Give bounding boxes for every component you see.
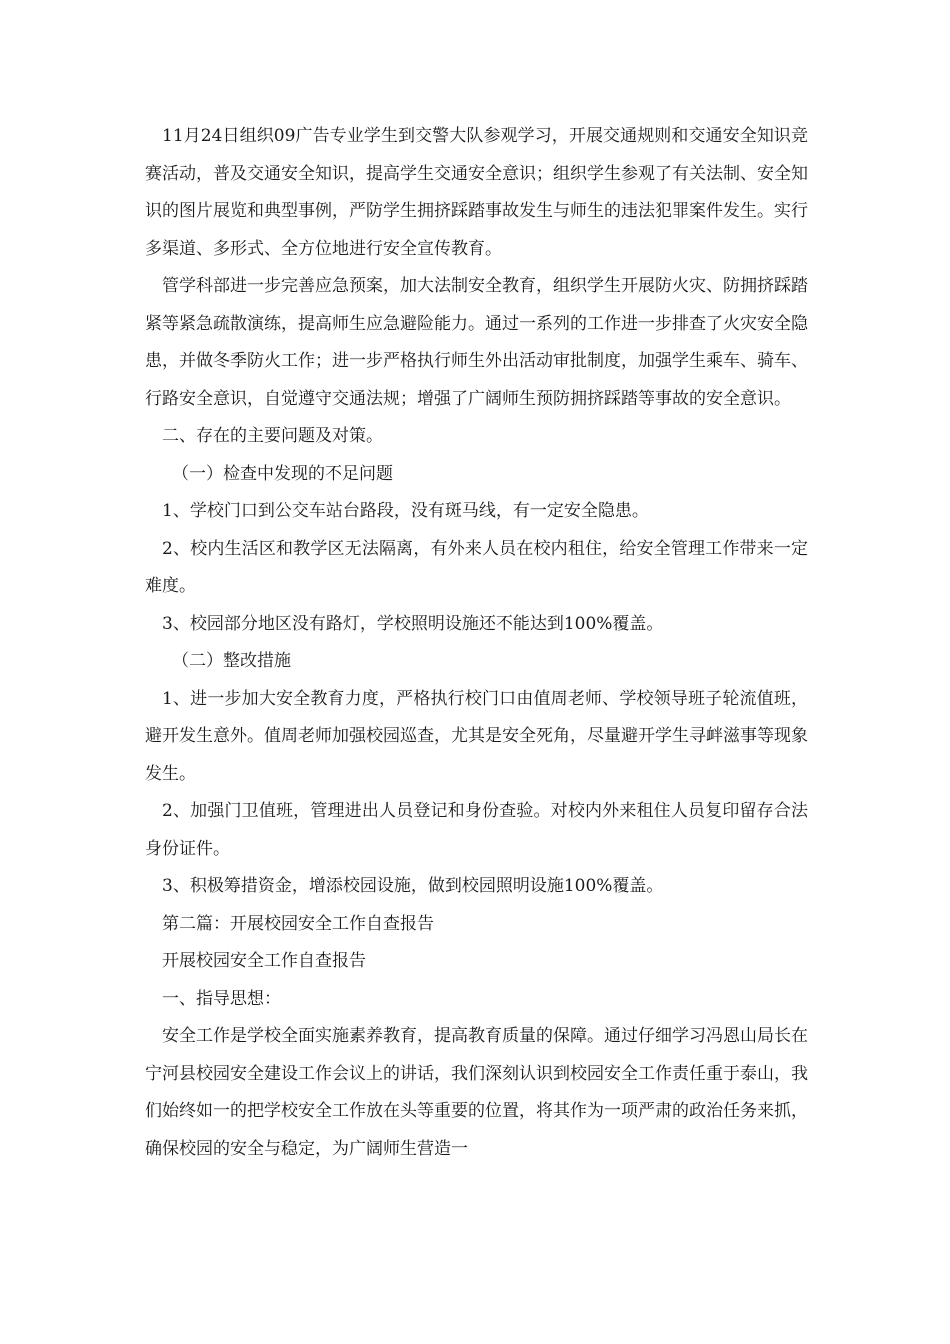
- problem-item-2: 2、校内生活区和教学区无法隔离，有外来人员在校内租住，给安全管理工作带来一定难度。: [145, 538, 808, 596]
- problem-item-1: 1、学校门口到公交车站台路段，没有斑马线，有一定安全隐患。: [162, 501, 649, 521]
- subheading-shortcomings: （一）检查中发现的不足问题: [172, 463, 393, 484]
- problem-item-3: 3、校园部分地区没有路灯，学校照明设施还不能达到100%覆盖。: [162, 613, 664, 634]
- part-two-title: 第二篇：开展校园安全工作自查报告: [162, 913, 434, 934]
- document-body: [145, 118, 808, 1168]
- report-title: 开展校园安全工作自查报告: [162, 951, 366, 971]
- paragraph-traffic-safety: 11月24日组织09广告专业学生到交警大队参观学习，开展交通规则和交通安全知识竞赛活动，普及交通安全知识，提高学生交通安全意识；组织学生参观了有关法制、安全知识的图片展览和典型事例，严防学生拥挤踩踏事故发生与师生的违法犯罪案件发生。实行多渠道、多形式、全方位地进行安全宣传教育。: [145, 126, 808, 259]
- measure-item-2: 2、加强门卫值班，管理进出人员登记和身份查验。对校内外来租住人员复印留存合法身份证件。: [145, 801, 808, 859]
- paragraph-guiding-thought: 安全工作是学校全面实施素养教育，提高教育质量的保障。通过仔细学习冯恩山局长在宁河县校园安全建设工作会议上的讲话，我们深刻认识到校园安全工作责任重于泰山，我们始终如一的把学校安全工作放在头等重要的位置，将其作为一项严肃的政治任务来抓，确保校园的安全与稳定，为广阔师生营造一: [145, 1026, 808, 1159]
- section-heading-guiding-thought: 一、指导思想：: [162, 988, 281, 1009]
- measure-item-1: 1、进一步加大安全教育力度，严格执行校门口由值周老师、学校领导班子轮流值班，避开发生意外。值周老师加强校园巡查，尤其是安全死角，尽量避开学生寻衅滋事等现象发生。: [145, 688, 808, 784]
- measure-item-3: 3、积极筹措资金，增添校园设施，做到校园照明设施100%覆盖。: [162, 876, 664, 896]
- paragraph-emergency-plan: 管学科部进一步完善应急预案，加大法制安全教育，组织学生开展防火灾、防拥挤踩踏紧等紧急疏散演练，提高师生应急避险能力。通过一系列的工作进一步排查了火灾安全隐患，并做冬季防火工作；进一步严格执行师生外出活动审批制度，加强学生乘车、骑车、行路安全意识，自觉遵守交通法规；增强了广阔师生预防拥挤踩踏等事故的安全意识。: [145, 276, 808, 409]
- subheading-measures: （二）整改措施: [172, 651, 291, 671]
- section-heading-problems: 二、存在的主要问题及对策。: [162, 426, 383, 446]
